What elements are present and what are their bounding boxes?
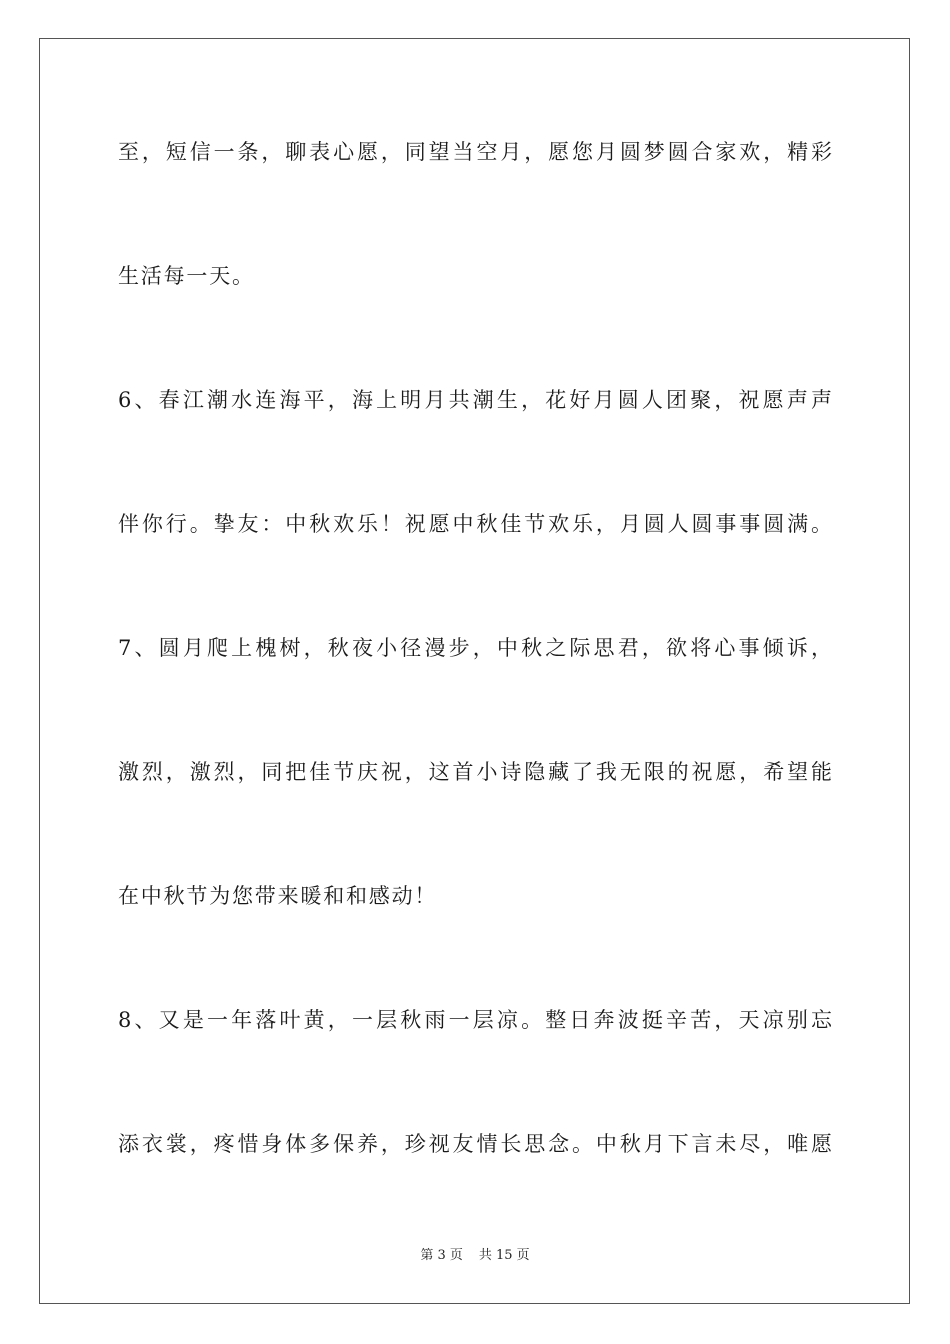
text-line-9: 添衣裳，疼惜身体多保养，珍视友情长思念。中秋月下言未尽，唯愿 xyxy=(118,1132,832,1156)
text-line-4: 伴你行。挚友：中秋欢乐！祝愿中秋佳节欢乐，月圆人圆事事圆满。 xyxy=(118,512,832,536)
page-footer xyxy=(0,1247,950,1265)
page-total: 共 15 页 xyxy=(478,1248,530,1263)
page-number: 第 3 页 xyxy=(420,1248,463,1263)
page-border xyxy=(39,38,910,1304)
text-line-7: 在中秋节为您带来暖和和感动！ xyxy=(118,884,438,908)
text-line-8: 8、又是一年落叶黄，一层秋雨一层凉。整日奔波挺辛苦，天凉别忘 xyxy=(118,1008,832,1032)
text-line-2: 生活每一天。 xyxy=(118,264,255,288)
text-line-5: 7、圆月爬上槐树，秋夜小径漫步，中秋之际思君，欲将心事倾诉， xyxy=(118,636,832,660)
text-line-6: 激烈，激烈，同把佳节庆祝，这首小诗隐藏了我无限的祝愿，希望能 xyxy=(118,760,832,784)
text-line-1: 至，短信一条，聊表心愿，同望当空月，愿您月圆梦圆合家欢，精彩 xyxy=(118,140,832,164)
text-line-3: 6、春江潮水连海平，海上明月共潮生，花好月圆人团聚，祝愿声声 xyxy=(118,388,832,412)
